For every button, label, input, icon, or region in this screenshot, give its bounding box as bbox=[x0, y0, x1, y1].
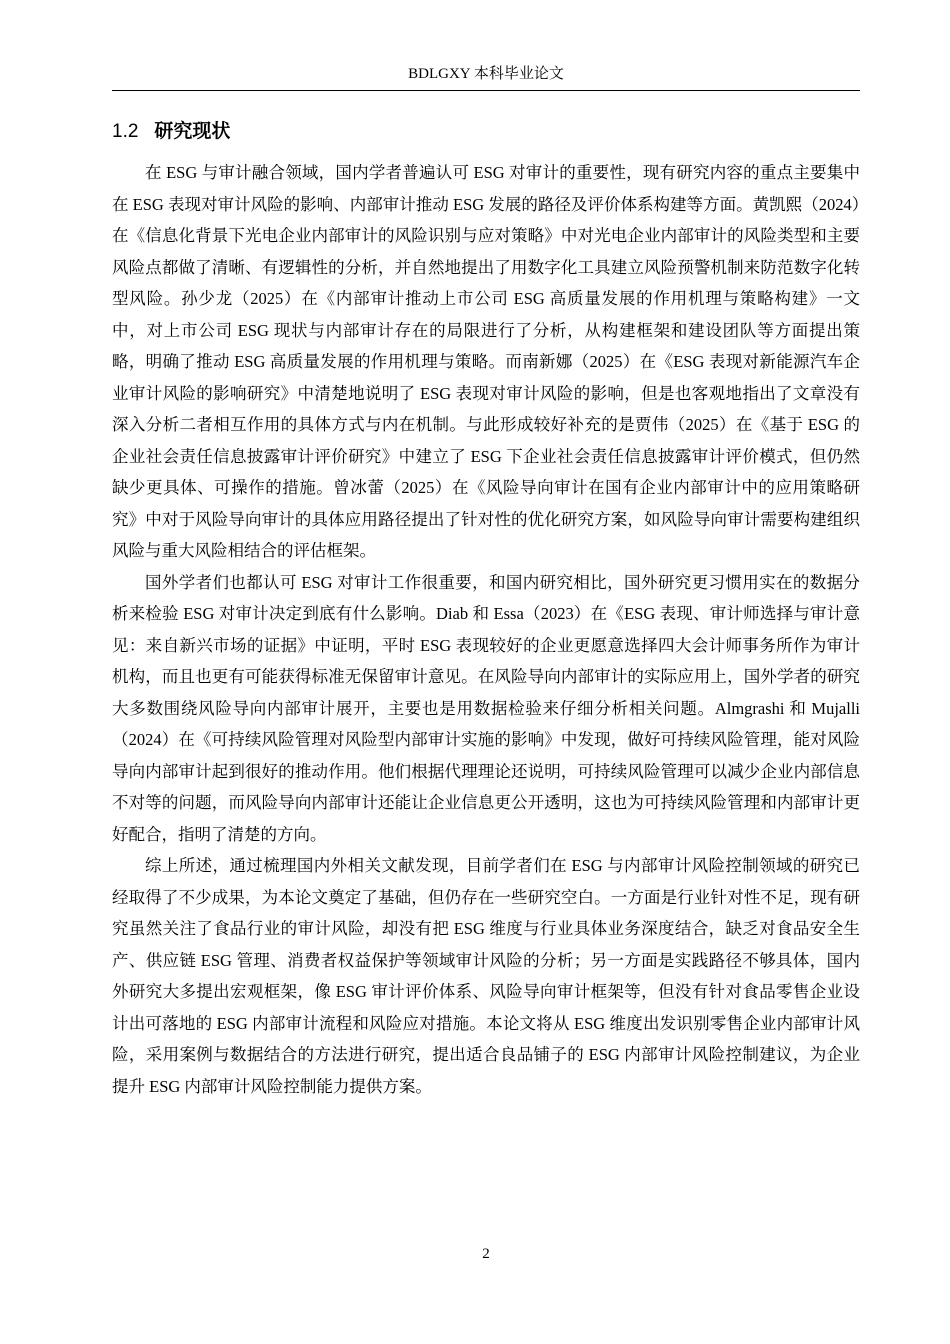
page-number: 2 bbox=[482, 1246, 490, 1262]
paragraph-summary: 综上所述，通过梳理国内外相关文献发现，目前学者们在 ESG 与内部审计风险控制领域的研究已经取得了不少成果，为本论文奠定了基础，但仍存在一些研究空白。一方面是行业针对性不足，现有研究虽然关注了食品行业的审计风险，却没有把 ESG 维度与行业具体业务深度结合，缺乏对食品安全生产、供应链 ESG 管理、消费者权益保护等领域审计风险的分析；另一方面是实践路径不够具体，国内外研究大多提出宏观框架，像 ESG 审计评价体系、风险导向审计框架等，但没有针对食品零售企业设计出可落地的 ESG 内部审计流程和风险应对措施。本论文将从 ESG 维度出发识别零售企业内部审计风险，采用案例与数据结合的方法进行研究，提出适合良品铺子的 ESG 内部审计风险控制建议，为企业提升 ESG 内部审计风险控制能力提供方案。 bbox=[112, 856, 860, 1096]
section-number: 1.2 bbox=[112, 121, 139, 142]
running-header: BDLGXY 本科毕业论文 bbox=[408, 66, 564, 82]
section-heading bbox=[112, 116, 230, 147]
section-title: 研究现状 bbox=[154, 120, 231, 142]
paragraph-domestic-research: 在 ESG 与审计融合领域，国内学者普遍认可 ESG 对审计的重要性，现有研究内容的重点主要集中在 ESG 表现对审计风险的影响、内部审计推动 ESG 发展的路径及评价体系构建等方面。黄凯熙（2024）在《信息化背景下光电企业内部审计的风险识别与应对策略》中对光电企业内部审计的风险类型和主要风险点都做了清晰、有逻辑性的分析，并自然地提出了用数字化工具建立风险预警机制来防范数字化转型风险。孙少龙（2025）在《内部审计推动上市公司 ESG 高质量发展的作用机理与策略构建》一文中，对上市公司 ESG 现状与内部审计存在的局限进行了分析，从构建框架和建设团队等方面提出策略，明确了推动 ESG 高质量发展的作用机理与策略。而南新娜（2025）在《ESG 表现对新能源汽车企业审计风险的影响研究》中清楚地说明了 ESG 表现对审计风险的影响，但是也客观地指出了文章没有深入分析二者相互作用的具体方式与内在机制。与此形成较好补充的是贾伟（2025）在《基于 ESG 的企业社会责任信息披露审计评价研究》中建立了 ESG 下企业社会责任信息披露审计评价模式，但仍然缺少更具体、可操作的措施。曾冰蕾（2025）在《风险导向审计在国有企业内部审计中的应用策略研究》中对于风险导向审计的具体应用路径提出了针对性的优化研究方案，如风险导向审计需要构建组织风险与重大风险相结合的评估框架。 bbox=[112, 163, 860, 560]
header-divider bbox=[112, 90, 860, 91]
paragraph-foreign-research: 国外学者们也都认可 ESG 对审计工作很重要，和国内研究相比，国外研究更习惯用实在的数据分析来检验 ESG 对审计决定到底有什么影响。Diab 和 Essa（2023）在《ESG 表现、审计师选择与审计意见：来自新兴市场的证据》中证明，平时 ESG 表现较好的企业更愿意选择四大会计师事务所作为审计机构，而且也更有可能获得标准无保留审计意见。在风险导向内部审计的实际应用上，国外学者的研究大多数围绕风险导向内部审计展开，主要也是用数据检验来仔细分析相关问题。Almgrashi 和 Mujalli（2024）在《可持续风险管理对风险型内部审计实施的影响》中发现，做好可持续风险管理，能对风险导向内部审计起到很好的推动作用。他们根据代理理论还说明，可持续风险管理可以减少企业内部信息不对等的问题，而风险导向内部审计还能让企业信息更公开透明，这也为可持续风险管理和内部审计更好配合，指明了清楚的方向。 bbox=[112, 572, 860, 844]
section-body bbox=[112, 157, 860, 1102]
